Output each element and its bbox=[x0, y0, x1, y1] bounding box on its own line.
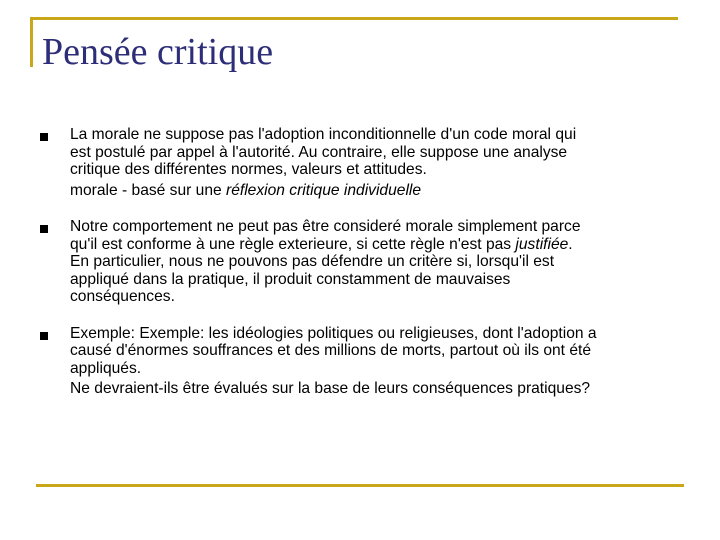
bullet-line: Notre comportement ne peut pas être consideré morale simplement parce bbox=[70, 218, 581, 235]
bottom-rule bbox=[36, 484, 684, 487]
title-frame-top-rule bbox=[30, 17, 678, 20]
bullet-line: appliqué dans la pratique, il produit constamment de mauvaises bbox=[70, 270, 511, 288]
bullet-text bbox=[70, 325, 690, 398]
bullet-sub-line bbox=[70, 182, 690, 200]
bullet-item-2 bbox=[40, 218, 690, 306]
title-frame-left-rule bbox=[30, 17, 33, 67]
bullet-line: est postulé par appel à l'autorité. Au contraire, elle suppose une analyse bbox=[70, 143, 568, 161]
bullet-line bbox=[70, 236, 690, 254]
bullet-line: appliqués. bbox=[70, 359, 142, 377]
bullet-line: causé d'énormes souffrances et des millions de morts, partout où ils ont été bbox=[70, 342, 592, 359]
bullet-line: conséquences. bbox=[70, 288, 175, 305]
slide-title: Pensée critique bbox=[42, 31, 274, 73]
bullet-line: Exemple: Exemple: les idéologies politiques ou religieuses, dont l'adoption a bbox=[70, 324, 597, 342]
bullet-line: critique des différentes normes, valeurs et attitudes. bbox=[70, 161, 427, 178]
bullet-line-text: qu'il est conforme à une règle exterieure, si cette règle n'est pas bbox=[70, 235, 516, 253]
bullet-list bbox=[40, 126, 690, 417]
bullet-item-1 bbox=[40, 126, 690, 199]
bullet-sub-line: Ne devraient-ils être évalués sur la base de leurs conséquences pratiques? bbox=[70, 380, 591, 397]
bullet-item-3 bbox=[40, 325, 690, 398]
bullet-text bbox=[70, 126, 690, 199]
bullet-line: En particulier, nous ne pouvons pas défendre un critère si, lorsqu'il est bbox=[70, 253, 555, 270]
bullet-square-icon bbox=[40, 225, 48, 233]
bullet-line: La morale ne suppose pas l'adoption inconditionnelle d'un code moral qui bbox=[70, 126, 577, 143]
bullet-square-icon bbox=[40, 133, 48, 141]
emphasized-text: justifiée bbox=[515, 235, 569, 253]
bullet-sub-text: morale - basé sur une bbox=[70, 181, 227, 199]
bullet-square-icon bbox=[40, 332, 48, 340]
bullet-text bbox=[70, 218, 690, 306]
bullet-line-punctuation: . bbox=[568, 235, 573, 253]
emphasized-text: réflexion critique individuelle bbox=[226, 181, 422, 199]
